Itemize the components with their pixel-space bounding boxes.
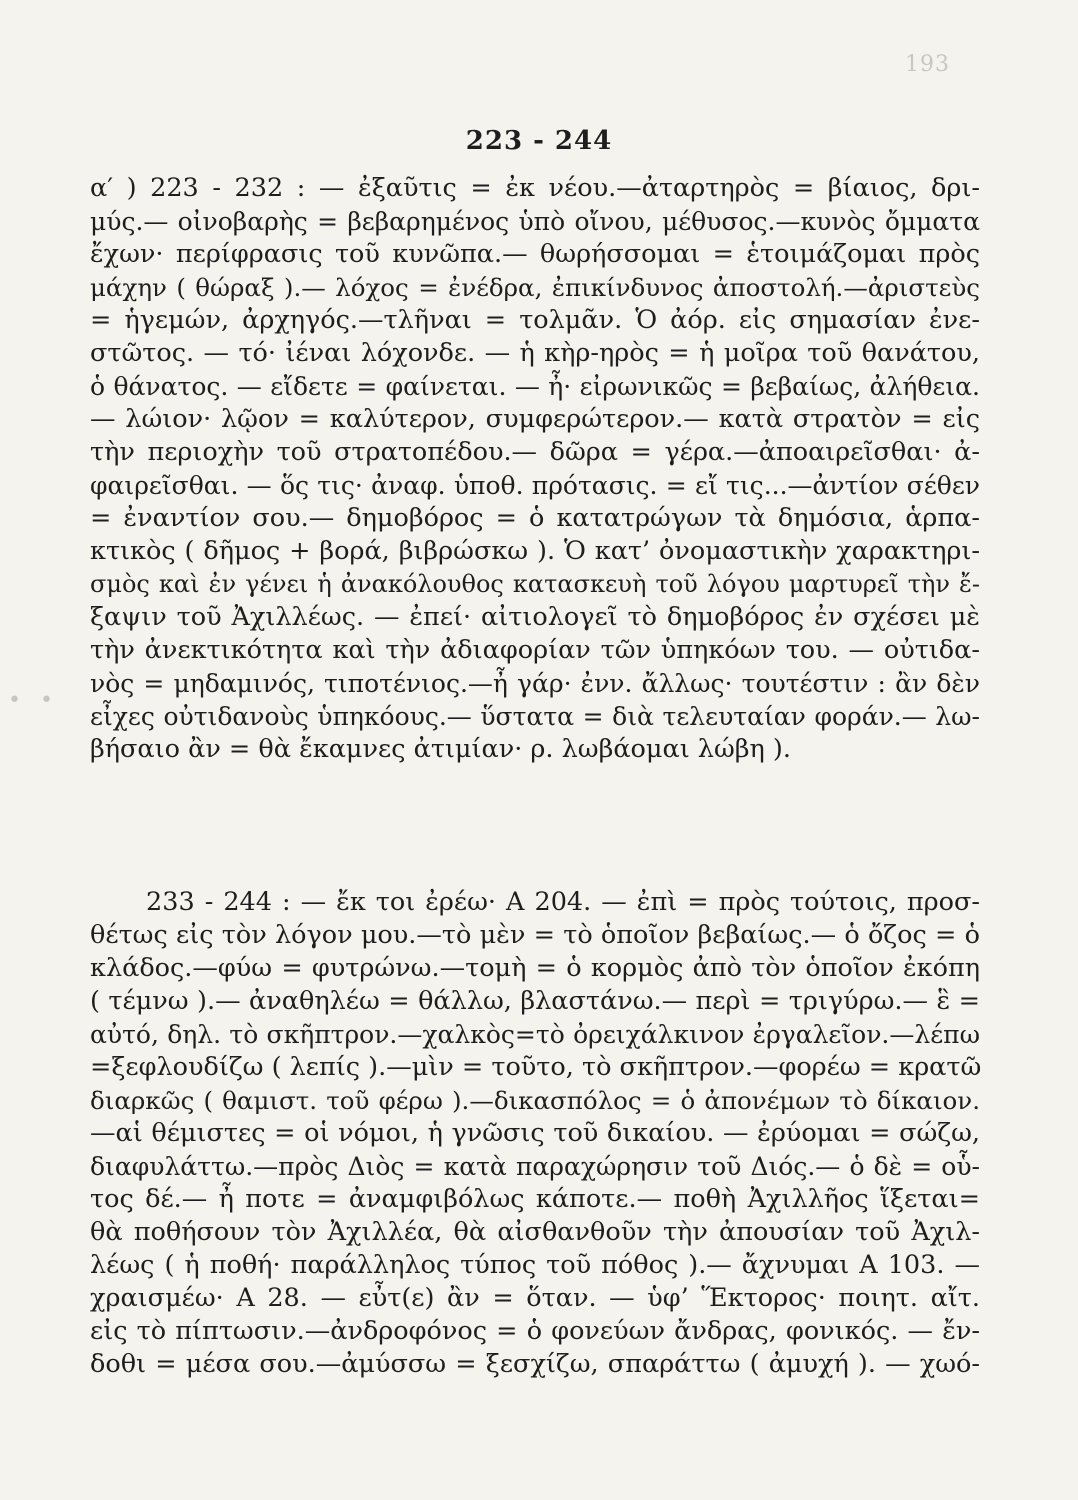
commentary-section-223-232: [90, 172, 980, 766]
text-line: — λώιον· λῷον = καλύτερον, συμφερώτερον.— κατὰ στρατὸν = εἰς: [90, 404, 980, 434]
page-number: 193: [905, 52, 950, 77]
text-line: αὐτό, δηλ. τὸ σκῆπτρον.—χαλκὸς=τὸ ὀρειχάλκινον ἐργαλεῖον.—λέπω: [90, 1020, 980, 1049]
text-line: = ἐναντίον σου.— δημοβόρος = ὁ κατατρώγων τὰ δημόσια, ἁρπα-: [90, 503, 980, 533]
text-line: εἰς τὸ πίπτωσιν.—ἀνδροφόνος = ὁ φονεύων ἄνδρας, φονικός. — ἔν-: [90, 1316, 980, 1346]
text-line: μύς.— οἰνοβαρὴς = βεβαρημένος ὑπὸ οἴνου, μέθυσος.—κυνὸς ὄμματα: [90, 207, 980, 236]
text-line: = ἡγεμών, ἀρχηγός.—τλῆναι = τολμᾶν. Ὁ ἀόρ. εἰς σημασίαν ἐνε-: [90, 305, 980, 335]
text-line: κλάδος.—φύω = φυτρώνω.—τομὴ = ὁ κορμὸς ἀπὸ τὸν ὁποῖον ἐκόπη: [90, 953, 980, 983]
text-line: βήσαιο ἂν = θὰ ἔκαμνες ἀτιμίαν· ρ. λωβάομαι λώβη ).: [90, 734, 791, 764]
text-line: α′ ) 223 - 232 : — ἐξαῦτις = ἐκ νέου.—ἀταρτηρὸς = βίαιος, δρι-: [90, 173, 980, 203]
margin-marks: • •: [8, 688, 59, 713]
text-line: θέτως εἰς τὸν λόγον μου.—τὸ μὲν = τὸ ὁποῖον βεβαίως.— ὁ ὄζος = ὁ: [90, 920, 980, 950]
text-line: σμὸς καὶ ἐν γένει ἡ ἀνακόλουθος κατασκευὴ τοῦ λόγου μαρτυρεῖ τὴν ἔ-: [90, 570, 980, 598]
text-line: τὴν περιοχὴν τοῦ στρατοπέδου.— δῶρα = γέρα.—ἀποαιρεῖσθαι· ἀ-: [90, 437, 980, 467]
text-line: διαρκῶς ( θαμιστ. τοῦ φέρω ).—δικασπόλος = ὁ ἀπονέμων τὸ δίκαιον.: [90, 1086, 980, 1115]
text-line: δοθι = μέσα σου.—ἀμύσσω = ξεσχίζω, σπαράττω ( ἀμυχή ). — χωό-: [90, 1349, 980, 1379]
text-line: 233 - 244 : — ἔκ τοι ἐρέω· Α 204. — ἐπὶ = πρὸς τούτοις, προσ-: [146, 887, 980, 917]
text-line: φαιρεῖσθαι. — ὅς τις· ἀναφ. ὑποθ. πρότασις. = εἴ τις...—ἀντίον σέθεν: [90, 471, 980, 500]
text-line: τος δέ.— ἦ ποτε = ἀναμφιβόλως κάποτε.— ποθὴ Ἀχιλλῆος ἵξεται=: [90, 1184, 980, 1214]
text-line: διαφυλάττω.—πρὸς Διὸς = κατὰ παραχώρησιν τοῦ Διός.— ὁ δὲ = οὗ-: [90, 1152, 980, 1181]
text-line: λέως ( ἡ ποθή· παράλληλος τύπος τοῦ πόθος ).— ἄχνυμαι Α 103. —: [90, 1250, 980, 1280]
text-line: ἔχων· περίφρασις τοῦ κυνῶπα.— θωρήσσομαι = ἑτοιμάζομαι πρὸς: [90, 239, 980, 269]
commentary-section-233-244: [90, 886, 980, 1381]
text-line: =ξεφλουδίζω ( λεπίς ).—μὶν = τοῦτο, τὸ σκῆπτρον.—φορέω = κρατῶ: [90, 1052, 982, 1082]
text-line: κτικὸς ( δῆμος + βορά, βιβρώσκω ). Ὁ κατ’ ὀνομαστικὴν χαρακτηρι-: [90, 536, 980, 566]
page-heading: 223 - 244: [465, 126, 613, 156]
text-line: ξαψιν τοῦ Ἀχιλλέως. — ἐπεί· αἰτιολογεῖ τὸ δημοβόρος ἐν σχέσει μὲ: [90, 602, 980, 632]
text-line: νὸς = μηδαμινός, τιποτένιος.—ἦ γάρ· ἐνν. ἄλλως· τουτέστιν : ἂν δὲν: [90, 669, 980, 698]
text-line: ὁ θάνατος. — εἴδετε = φαίνεται. — ἦ· εἰρωνικῶς = βεβαίως, ἀλήθεια.: [90, 372, 980, 401]
text-line: θὰ ποθήσουν τὸν Ἀχιλλέα, θὰ αἰσθανθοῦν τὴν ἀπουσίαν τοῦ Ἀχιλ-: [90, 1217, 980, 1247]
text-line: τὴν ἀνεκτικότητα καὶ τὴν ἀδιαφορίαν τῶν ὑπηκόων του. — οὐτιδα-: [90, 635, 980, 665]
text-line: εἶχες οὐτιδανοὺς ὑπηκόους.— ὕστατα = διὰ τελευταίαν φοράν.— λω-: [90, 702, 980, 731]
text-line: μάχην ( θώραξ ).— λόχος = ἐνέδρα, ἐπικίνδυνος ἀποστολή.—ἀριστεὺς: [90, 273, 980, 302]
text-line: χραισμέω· Α 28. — εὖτ(ε) ἂν = ὅταν. — ὑφ’ Ἕκτορος· ποιητ. αἴτ.: [90, 1283, 980, 1313]
text-line: —αἱ θέμιστες = οἱ νόμοι, ἡ γνῶσις τοῦ δικαίου. — ἐρύομαι = σώζω,: [90, 1118, 980, 1148]
text-line: στῶτος. — τό· ἰέναι λόχονδε. — ἡ κὴρ-ηρὸς = ἡ μοῖρα τοῦ θανάτου,: [90, 338, 980, 368]
text-line: ( τέμνω ).— ἀναθηλέω = θάλλω, βλαστάνω.— περὶ = τριγύρω.— ἓ =: [90, 986, 980, 1016]
